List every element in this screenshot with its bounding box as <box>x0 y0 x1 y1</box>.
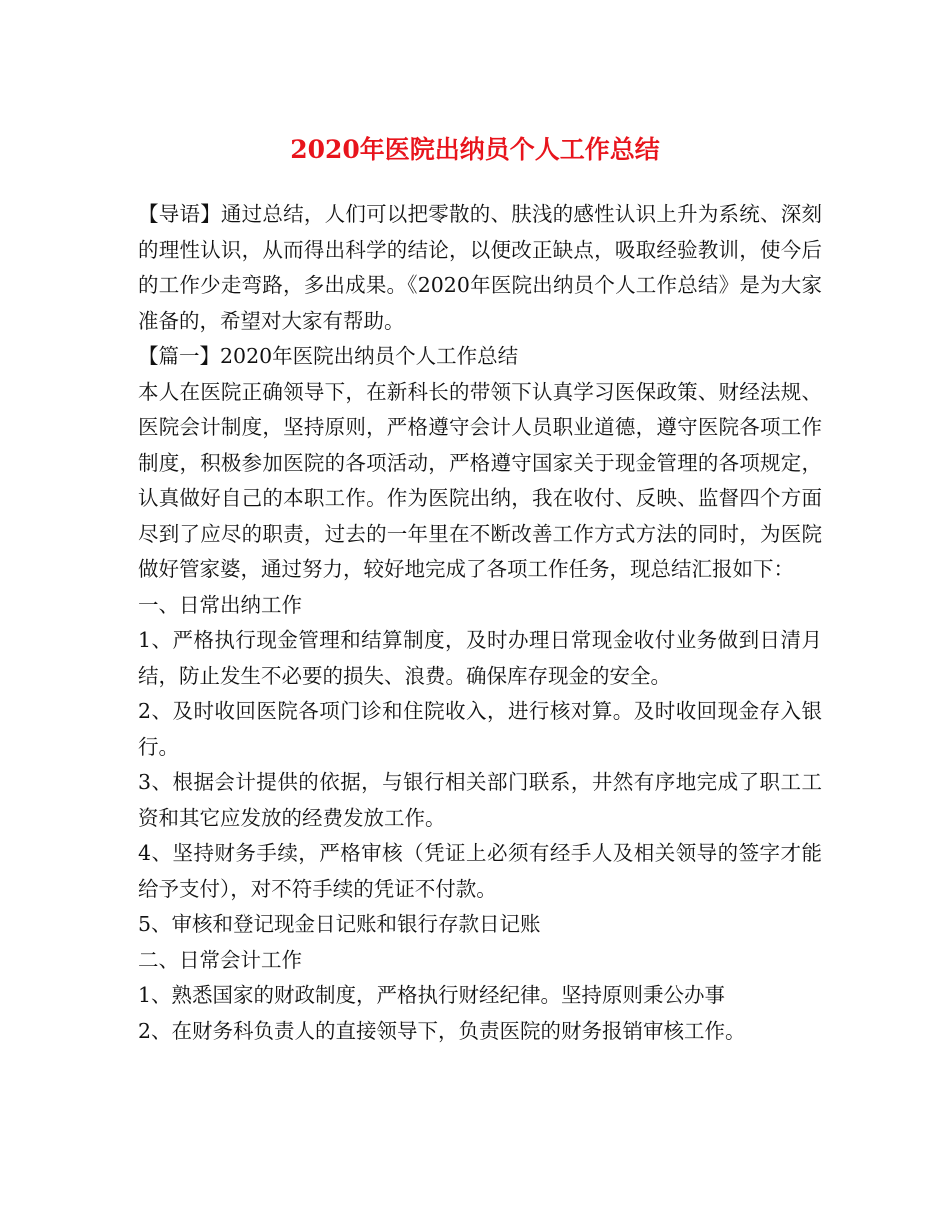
list-item: 3、根据会计提供的依据，与银行相关部门联系，井然有序地完成了职工工资和其它应发放的经费发放工作。 <box>138 770 822 830</box>
list-item: 2、及时收回医院各项门诊和住院收入，进行核对算。及时收回现金存入银行。 <box>138 699 822 759</box>
list-item: 1、严格执行现金管理和结算制度，及时办理日常现金收付业务做到日清月结，防止发生不必要的损失、浪费。确保库存现金的安全。 <box>138 628 822 688</box>
subsection-heading: 一、日常出纳工作 <box>138 592 302 617</box>
section-heading: 【篇一】2020年医院出纳员个人工作总结 <box>138 344 519 368</box>
list-item: 2、在财务科负责人的直接领导下，负责医院的财务报销审核工作。 <box>138 1018 746 1043</box>
list-item: 4、坚持财务手续，严格审核（凭证上必须有经手人及相关领导的签字才能给予支付），对不符手续的凭证不付款。 <box>138 841 822 901</box>
list-item: 5、审核和登记现金日记账和银行存款日记账 <box>138 912 541 936</box>
subsection-heading: 二、日常会计工作 <box>138 947 302 972</box>
list-item: 1、熟悉国家的财政制度，严格执行财经纪律。坚持原则秉公办事 <box>138 983 726 1007</box>
body-paragraph: 本人在医院正确领导下，在新科长的带领下认真学习医保政策、财经法规、医院会计制度，坚持原则，严格遵守会计人员职业道德，遵守医院各项工作制度，积极参加医院的各项活动，严格遵守国家关于现金管理的各项规定，认真做好自己的本职工作。作为医院出纳，我在收付、反映、监督四个方面尽到了应尽的职责，过去的一年里在不断改善工作方式方法的同时，为医院做好管家婆，通过努力，较好地完成了各项工作任务，现总结汇报如下： <box>138 379 822 581</box>
document-title: 2020年医院出纳员个人工作总结 <box>290 135 660 164</box>
document-body <box>138 197 822 1049</box>
intro-paragraph: 【导语】通过总结，人们可以把零散的、肤浅的感性认识上升为系统、深刻的理性认识，从而得出科学的结论，以便改正缺点，吸取经验教训，使今后的工作少走弯路，多出成果。《2020年医院出纳员个人工作总结》是为大家准备的，希望对大家有帮助。 <box>138 202 822 333</box>
